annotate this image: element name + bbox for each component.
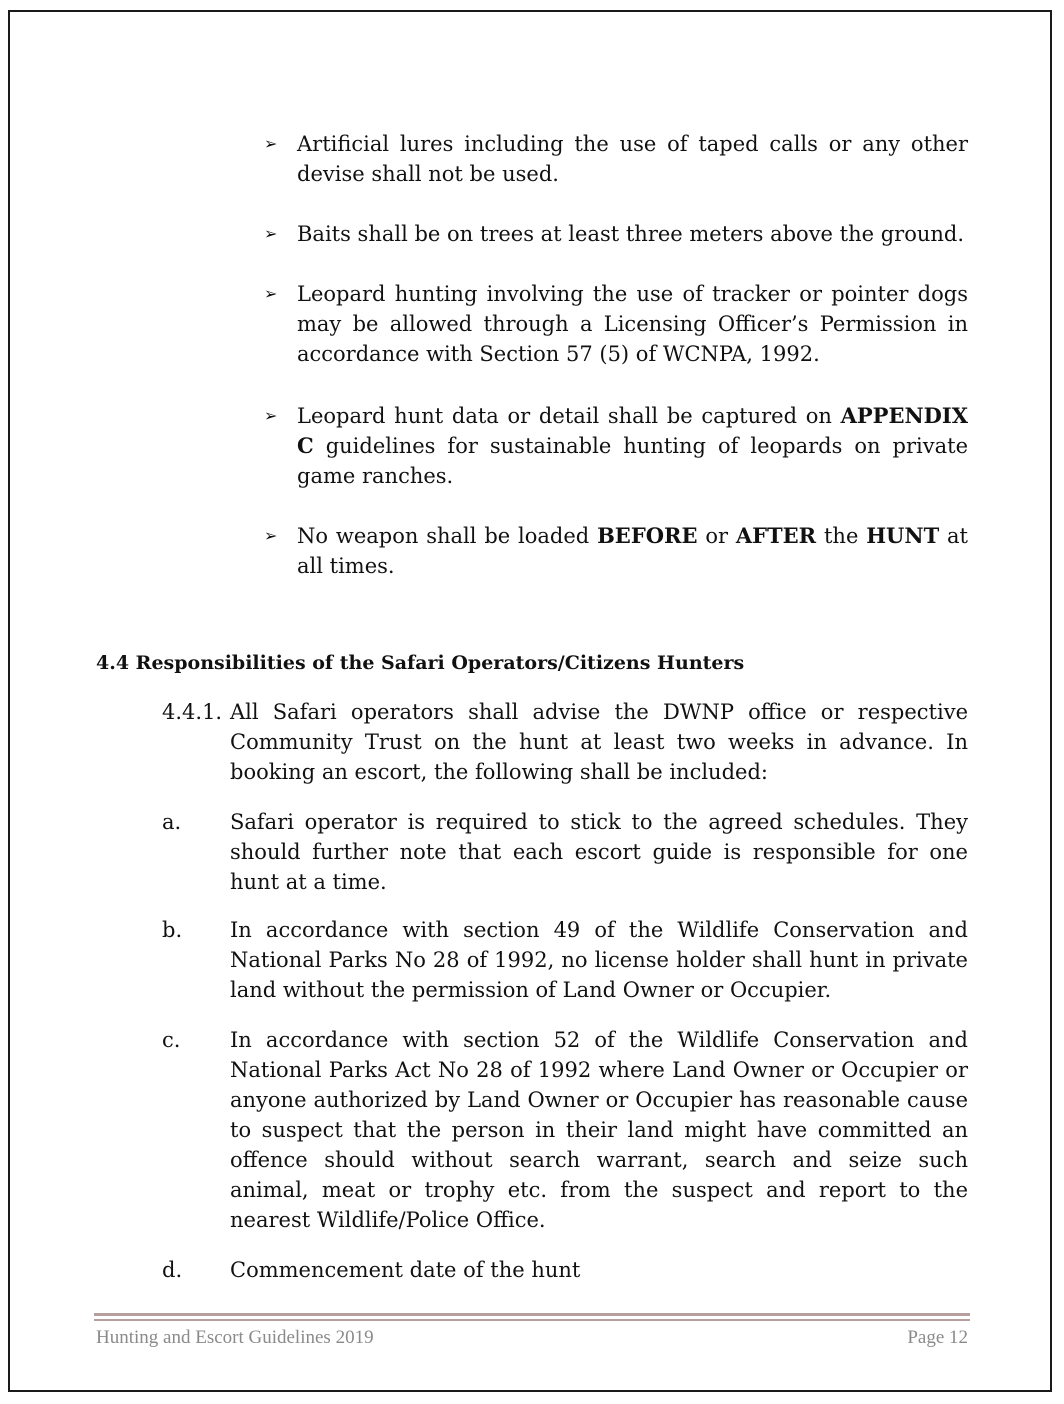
list-marker: c. (162, 1028, 181, 1052)
bullet-text-part: or (697, 524, 736, 548)
bullet-item-artificial-lures (264, 129, 968, 189)
bullet-item-leopard-dogs (264, 279, 968, 369)
footer-divider (94, 1319, 970, 1321)
list-item-d (162, 1255, 968, 1285)
list-item-c (162, 1025, 968, 1235)
clause-text: All Safari operators shall advise the DWNP office or respective Community Trust on the hunt at least two weeks in advance. In booking an escort, the following shall be included: (230, 700, 968, 784)
list-item-text: In accordance with section 49 of the Wildlife Conservation and National Parks No 28 of 1992, no license holder shall hunt in private land without the permission of Land Owner or Occupier. (230, 918, 968, 1002)
appendix-reference: APPENDIX C (297, 403, 968, 458)
list-item-text: Safari operator is required to stick to the agreed schedules. They should further note that each escort guide is responsible for one hunt at a time. (230, 810, 968, 894)
emphasis-before: BEFORE (597, 523, 698, 548)
arrow-bullet-icon: ➢ (264, 284, 278, 303)
clause-number: 4.4.1. (162, 700, 223, 724)
page-number: Page 12 (907, 1327, 968, 1348)
list-marker: b. (162, 918, 183, 942)
bullet-text (297, 521, 968, 581)
arrow-bullet-icon: ➢ (264, 406, 278, 425)
bullet-text-part: No weapon shall be loaded (297, 524, 598, 548)
arrow-bullet-icon: ➢ (264, 134, 278, 153)
emphasis-after: AFTER (735, 523, 817, 548)
bullet-item-leopard-data (264, 401, 968, 491)
bullet-text: Baits shall be on trees at least three meters above the ground. (297, 222, 965, 246)
list-item-text: In accordance with section 52 of the Wildlife Conservation and National Parks Act No 28 of 1992 where Land Owner or Occupier or anyone authorized by Land Owner or Occupier has reasonable cause to suspect that the person in their land might have committed an offence should without search warrant, search and seize such animal, meat or trophy etc. from the suspect and report to the nearest Wildlife/Police Office. (230, 1028, 968, 1232)
bullet-text: Artificial lures including the use of taped calls or any other devise shall not be used. (297, 132, 968, 186)
clause-4-4-1 (162, 697, 968, 787)
footer-divider (94, 1313, 970, 1316)
arrow-bullet-icon: ➢ (264, 526, 278, 545)
list-marker: a. (162, 810, 182, 834)
bullet-text-part: guidelines for sustainable hunting of leopards on private game ranches. (297, 434, 968, 488)
bullet-text: Leopard hunting involving the use of tracker or pointer dogs may be allowed through a Licensing Officer’s Permission in accordance with Section 57 (5) of WCNPA, 1992. (297, 282, 968, 366)
bullet-text (297, 401, 968, 491)
list-item-text: Commencement date of the hunt (230, 1258, 581, 1282)
section-heading: 4.4 Responsibilities of the Safari Operators/Citizens Hunters (96, 652, 745, 674)
emphasis-hunt: HUNT (866, 523, 940, 548)
footer-title: Hunting and Escort Guidelines 2019 (96, 1327, 374, 1348)
bullet-text-part: Leopard hunt data or detail shall be captured on (297, 404, 841, 428)
bullet-item-weapon (264, 521, 968, 581)
bullet-item-baits (264, 219, 968, 249)
list-item-b (162, 915, 968, 1005)
list-marker: d. (162, 1258, 183, 1282)
bullet-text-part: the (816, 524, 867, 548)
arrow-bullet-icon: ➢ (264, 224, 278, 243)
list-item-a (162, 807, 968, 897)
bullet-text-part: at all times. (297, 524, 968, 578)
